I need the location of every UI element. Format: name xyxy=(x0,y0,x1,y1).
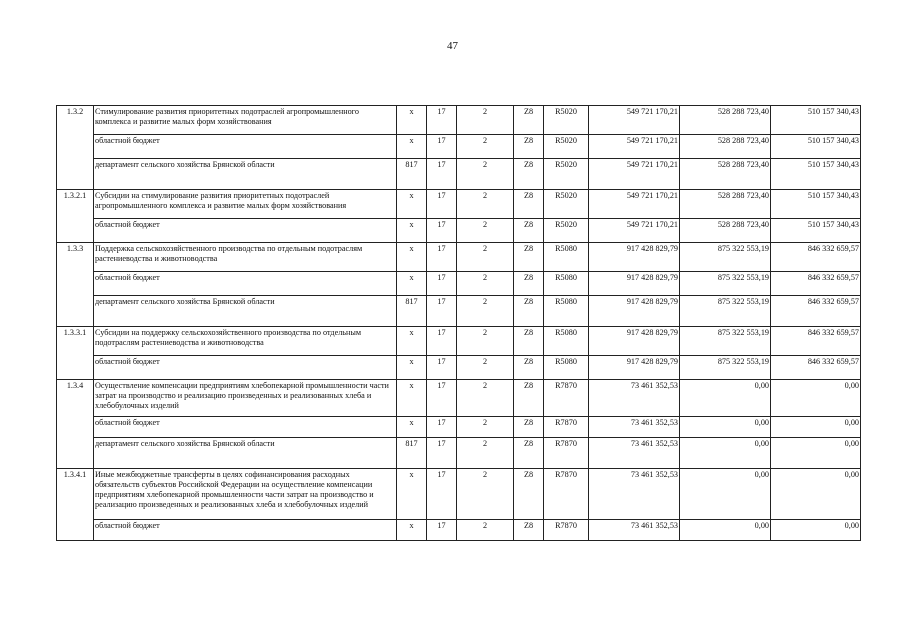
cell-subsection: 2 xyxy=(457,380,514,417)
row-name: областной бюджет xyxy=(94,272,397,296)
row-name: областной бюджет xyxy=(94,135,397,159)
cell-year2: 875 322 553,19 xyxy=(680,327,771,356)
cell-year3: 0,00 xyxy=(771,438,861,469)
cell-direction: R5080 xyxy=(544,296,589,327)
row-name: областной бюджет xyxy=(94,356,397,380)
cell-year1: 549 721 170,21 xyxy=(589,190,680,219)
cell-subsection: 2 xyxy=(457,296,514,327)
cell-grbs: х xyxy=(397,327,427,356)
row-name: Поддержка сельскохозяйственного производства по отдельным подотраслям растениеводства и животноводства xyxy=(94,243,397,272)
row-name: Субсидии на поддержку сельскохозяйственного производства по отдельным подотраслям растениеводства и животноводства xyxy=(94,327,397,356)
cell-year2: 528 288 723,40 xyxy=(680,106,771,135)
cell-year3: 510 157 340,43 xyxy=(771,135,861,159)
cell-program: Z8 xyxy=(514,135,544,159)
cell-direction: R7870 xyxy=(544,520,589,541)
cell-year3: 0,00 xyxy=(771,520,861,541)
table-row xyxy=(57,469,861,520)
cell-section: 17 xyxy=(427,417,457,438)
cell-year3: 846 332 659,57 xyxy=(771,243,861,272)
row-name: областной бюджет xyxy=(94,219,397,243)
row-code: 1.3.3.1 xyxy=(57,327,94,380)
cell-direction: R7870 xyxy=(544,380,589,417)
cell-direction: R5020 xyxy=(544,190,589,219)
cell-grbs: х xyxy=(397,135,427,159)
table-row xyxy=(57,380,861,417)
cell-year2: 0,00 xyxy=(680,520,771,541)
cell-year3: 0,00 xyxy=(771,380,861,417)
cell-section: 17 xyxy=(427,520,457,541)
cell-subsection: 2 xyxy=(457,190,514,219)
budget-table xyxy=(56,105,861,541)
table-row xyxy=(57,243,861,272)
table-row xyxy=(57,106,861,135)
table-row xyxy=(57,135,861,159)
table-row xyxy=(57,272,861,296)
cell-year1: 917 428 829,79 xyxy=(589,356,680,380)
cell-section: 17 xyxy=(427,327,457,356)
cell-section: 17 xyxy=(427,380,457,417)
cell-subsection: 2 xyxy=(457,272,514,296)
cell-year3: 510 157 340,43 xyxy=(771,219,861,243)
cell-year3: 846 332 659,57 xyxy=(771,356,861,380)
cell-program: Z8 xyxy=(514,190,544,219)
cell-grbs: х xyxy=(397,356,427,380)
table-row xyxy=(57,417,861,438)
cell-grbs: х xyxy=(397,243,427,272)
cell-year3: 510 157 340,43 xyxy=(771,190,861,219)
cell-section: 17 xyxy=(427,106,457,135)
cell-direction: R7870 xyxy=(544,438,589,469)
cell-year2: 0,00 xyxy=(680,417,771,438)
cell-year2: 875 322 553,19 xyxy=(680,356,771,380)
cell-grbs: х xyxy=(397,106,427,135)
cell-subsection: 2 xyxy=(457,327,514,356)
cell-program: Z8 xyxy=(514,159,544,190)
cell-program: Z8 xyxy=(514,356,544,380)
cell-grbs: 817 xyxy=(397,159,427,190)
cell-year2: 0,00 xyxy=(680,438,771,469)
cell-year2: 0,00 xyxy=(680,469,771,520)
cell-subsection: 2 xyxy=(457,135,514,159)
cell-year3: 846 332 659,57 xyxy=(771,272,861,296)
cell-direction: R5020 xyxy=(544,159,589,190)
cell-subsection: 2 xyxy=(457,438,514,469)
table-row xyxy=(57,520,861,541)
cell-direction: R7870 xyxy=(544,469,589,520)
cell-year2: 528 288 723,40 xyxy=(680,135,771,159)
cell-grbs: х xyxy=(397,190,427,219)
cell-section: 17 xyxy=(427,219,457,243)
table-row xyxy=(57,438,861,469)
row-name: департамент сельского хозяйства Брянской области xyxy=(94,296,397,327)
row-code: 1.3.4 xyxy=(57,380,94,469)
cell-grbs: х xyxy=(397,272,427,296)
row-code: 1.3.2 xyxy=(57,106,94,190)
row-name: Осуществление компенсации предприятиям хлебопекарной промышленности части затрат на производство и реализацию произведенных и реализованных хлеба и хлебобулочных изделий xyxy=(94,380,397,417)
table-row xyxy=(57,356,861,380)
row-name: департамент сельского хозяйства Брянской области xyxy=(94,438,397,469)
cell-year1: 73 461 352,53 xyxy=(589,380,680,417)
cell-year2: 875 322 553,19 xyxy=(680,296,771,327)
row-code: 1.3.2.1 xyxy=(57,190,94,243)
cell-year2: 528 288 723,40 xyxy=(680,219,771,243)
row-code: 1.3.4.1 xyxy=(57,469,94,541)
row-code: 1.3.3 xyxy=(57,243,94,327)
cell-section: 17 xyxy=(427,159,457,190)
cell-year1: 73 461 352,53 xyxy=(589,417,680,438)
cell-year1: 549 721 170,21 xyxy=(589,159,680,190)
cell-program: Z8 xyxy=(514,219,544,243)
cell-subsection: 2 xyxy=(457,219,514,243)
cell-grbs: 817 xyxy=(397,438,427,469)
table-row xyxy=(57,159,861,190)
cell-program: Z8 xyxy=(514,380,544,417)
cell-subsection: 2 xyxy=(457,356,514,380)
page-number: 47 xyxy=(447,40,458,52)
table-row xyxy=(57,190,861,219)
cell-subsection: 2 xyxy=(457,520,514,541)
cell-section: 17 xyxy=(427,243,457,272)
cell-subsection: 2 xyxy=(457,159,514,190)
cell-year1: 917 428 829,79 xyxy=(589,296,680,327)
cell-grbs: 817 xyxy=(397,296,427,327)
cell-year2: 875 322 553,19 xyxy=(680,243,771,272)
cell-direction: R7870 xyxy=(544,417,589,438)
cell-direction: R5080 xyxy=(544,327,589,356)
cell-year3: 0,00 xyxy=(771,417,861,438)
cell-year1: 549 721 170,21 xyxy=(589,106,680,135)
cell-program: Z8 xyxy=(514,272,544,296)
cell-direction: R5020 xyxy=(544,135,589,159)
cell-program: Z8 xyxy=(514,106,544,135)
row-name: Стимулирование развития приоритетных подотраслей агропромышленного комплекса и развитие малых форм хозяйствования xyxy=(94,106,397,135)
cell-year3: 0,00 xyxy=(771,469,861,520)
cell-direction: R5080 xyxy=(544,356,589,380)
cell-section: 17 xyxy=(427,296,457,327)
cell-program: Z8 xyxy=(514,327,544,356)
table-row xyxy=(57,327,861,356)
cell-subsection: 2 xyxy=(457,469,514,520)
cell-year3: 846 332 659,57 xyxy=(771,296,861,327)
cell-subsection: 2 xyxy=(457,243,514,272)
cell-grbs: х xyxy=(397,380,427,417)
cell-direction: R5080 xyxy=(544,272,589,296)
cell-program: Z8 xyxy=(514,417,544,438)
cell-section: 17 xyxy=(427,438,457,469)
row-name: департамент сельского хозяйства Брянской области xyxy=(94,159,397,190)
cell-program: Z8 xyxy=(514,243,544,272)
cell-year1: 917 428 829,79 xyxy=(589,327,680,356)
cell-year1: 73 461 352,53 xyxy=(589,438,680,469)
cell-year1: 917 428 829,79 xyxy=(589,272,680,296)
cell-program: Z8 xyxy=(514,520,544,541)
cell-grbs: х xyxy=(397,417,427,438)
cell-section: 17 xyxy=(427,135,457,159)
cell-year2: 0,00 xyxy=(680,380,771,417)
table-row xyxy=(57,296,861,327)
row-name: областной бюджет xyxy=(94,417,397,438)
row-name: Иные межбюджетные трансферты в целях софинансирования расходных обязательств субъектов Российской Федерации на осуществление компенсации предприятиям хлебопекарной промышленности части затрат на производство и реализацию произведенных и реализованных хлеба и хлебобулочных изделий xyxy=(94,469,397,520)
cell-subsection: 2 xyxy=(457,106,514,135)
cell-year3: 510 157 340,43 xyxy=(771,106,861,135)
cell-section: 17 xyxy=(427,190,457,219)
cell-direction: R5080 xyxy=(544,243,589,272)
cell-program: Z8 xyxy=(514,296,544,327)
cell-year1: 73 461 352,53 xyxy=(589,520,680,541)
table-row xyxy=(57,219,861,243)
cell-year1: 917 428 829,79 xyxy=(589,243,680,272)
cell-year1: 549 721 170,21 xyxy=(589,219,680,243)
cell-grbs: х xyxy=(397,469,427,520)
cell-direction: R5020 xyxy=(544,219,589,243)
cell-section: 17 xyxy=(427,469,457,520)
cell-year1: 73 461 352,53 xyxy=(589,469,680,520)
cell-program: Z8 xyxy=(514,469,544,520)
cell-grbs: х xyxy=(397,219,427,243)
cell-year3: 846 332 659,57 xyxy=(771,327,861,356)
cell-year2: 875 322 553,19 xyxy=(680,272,771,296)
row-name: областной бюджет xyxy=(94,520,397,541)
cell-grbs: х xyxy=(397,520,427,541)
cell-program: Z8 xyxy=(514,438,544,469)
row-name: Субсидии на стимулирование развития приоритетных подотраслей агропромышленного комплекса и развитие малых форм хозяйствования xyxy=(94,190,397,219)
cell-section: 17 xyxy=(427,356,457,380)
cell-direction: R5020 xyxy=(544,106,589,135)
cell-subsection: 2 xyxy=(457,417,514,438)
cell-year2: 528 288 723,40 xyxy=(680,190,771,219)
cell-year2: 528 288 723,40 xyxy=(680,159,771,190)
cell-year3: 510 157 340,43 xyxy=(771,159,861,190)
cell-section: 17 xyxy=(427,272,457,296)
cell-year1: 549 721 170,21 xyxy=(589,135,680,159)
